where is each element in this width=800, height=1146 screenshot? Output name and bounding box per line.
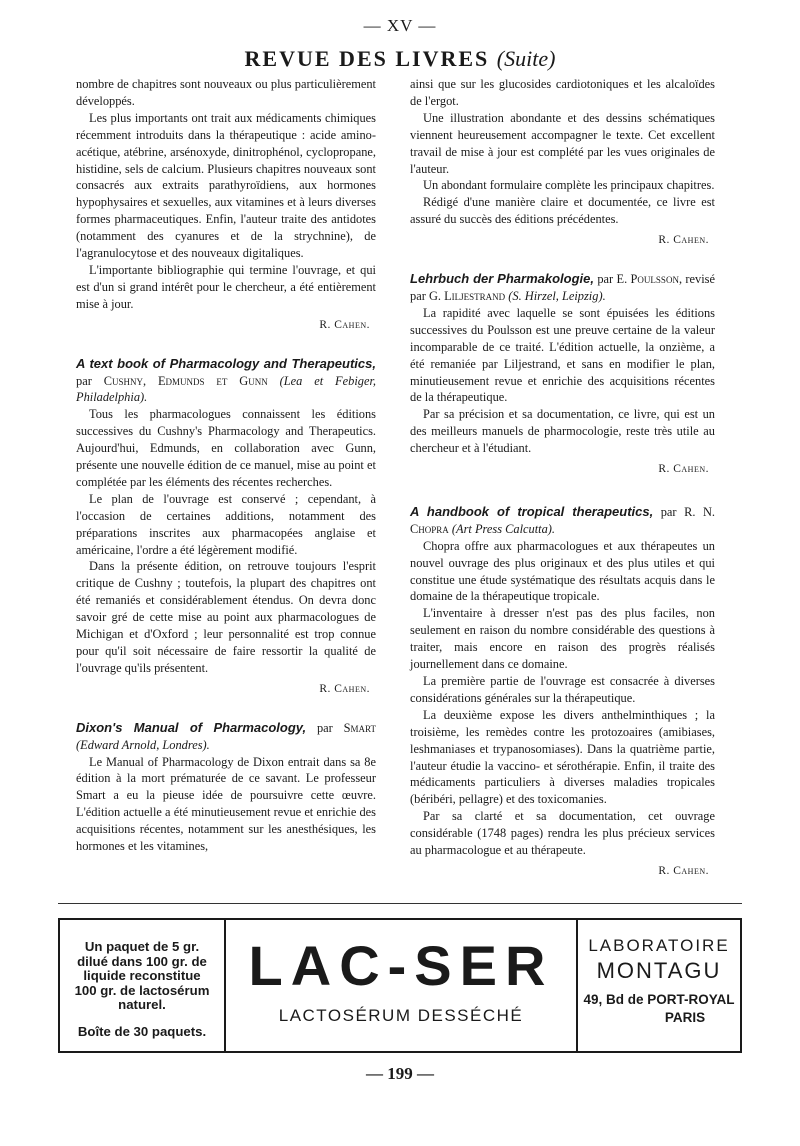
book-publisher: (Art Press Calcutta). (451, 521, 556, 536)
paragraph: Par sa clarté et sa documentation, cet ouvrage considérable (1748 pages) rendra les plus précieux services au pharmacologue et au thérapeute. (410, 809, 715, 858)
book-publisher: (Edward Arnold, Londres). (76, 737, 210, 752)
paragraph: Un abondant formulaire complète les principaux chapitres. (423, 178, 715, 193)
ad-lab-label: LABORATOIRE (588, 936, 730, 955)
ad-line: liquide reconstitue (83, 968, 201, 983)
by-word: par (660, 504, 677, 519)
paragraph: Chopra offre aux pharmacologues et aux thérapeutes un nouvel ouvrage des plus originaux et des plus utiles et qui constitue une étude systématique des résultats acquis dans le domaine de la thérapeutique tropicale. (410, 538, 715, 604)
book-title: Dixon's Manual of Pharmacology, (76, 719, 307, 735)
ad-line: dilué dans 100 gr. de (77, 953, 207, 969)
book-publisher: (S. Hirzel, Leipzig). (508, 288, 606, 303)
page-number: — 199 — (366, 1064, 434, 1083)
reviewer-signature: R. Cahen. (658, 463, 709, 476)
ad-line: Un paquet de 5 gr. (84, 939, 200, 954)
by-word: par (76, 373, 92, 388)
ad-line: 100 gr. de lactosérum (74, 982, 210, 998)
left-column (76, 76, 376, 855)
right-column (410, 76, 715, 880)
ad-address: 49, Bd de PORT-ROYAL (583, 992, 735, 1007)
reviewer-signature: R. Cahen. (319, 682, 370, 695)
running-head (0, 46, 800, 72)
paragraph: Une illustration abondante et des dessins schématiques viennent heureusement accompagner le texte. Cet excellent travail de mise à jour est complété par les vues originales de l'auteur. (410, 110, 715, 176)
paragraph: Dans la présente édition, on retrouve toujours l'esprit critique de Cushny ; toutefois, la plupart des chapitres ont été remaniés et considérablement étendus. On devra donc savoir gré de cette mise au point aux pharmacologues de Michigan et d'Oxford ; leur personnalité est trop connue pour qu'il soit nécessaire de faire ressortir la qualité de l'ouvrage qu'ils présentent. (76, 559, 376, 675)
book-authors: Cushny, Edmunds et Gunn (103, 373, 268, 388)
paragraph: nombre de chapitres sont nouveaux ou plus particulièrement développés. (76, 77, 376, 108)
paragraph: La rapidité avec laquelle se sont épuisées les éditions successives du Poulsson est une preuve certaine de la valeur incomparable de ce traité. L'édition actuelle, la onzième, a été remaniée par Liljestrand, et sans en modifier le plan, minutieusement revue et enrichie des acquisitions récentes de la thérapeutique. (410, 305, 715, 405)
ad-line: naturel. (118, 997, 166, 1012)
paragraph: Le plan de l'ouvrage est conservé ; cependant, à l'occasion de certaines additions, notamment des préparations inscrites aux pharmacopées anglaise et américaine, l'ordre a été légèrement modifié. (76, 491, 376, 557)
paragraph: L'inventaire à dresser n'est pas des plus faciles, non seulement en raison du nombre considérable des questions à traiter, mais encore en raison des progrès réalisés journellement dans ce domaine. (410, 606, 715, 672)
paragraph: Par sa précision et sa documentation, ce livre, qui est un des meilleurs manuels de pharmocologie, reste très utile au chercheur et à l'étudiant. (410, 407, 715, 456)
advertisement (58, 918, 742, 1053)
paragraph: Le Manual of Pharmacology de Dixon entrait dans sa 8e édition à la mort prématurée de ce savant. Le professeur Smart a eu la pieuse idée de poursuivre cette œuvre. L'édition actuelle a été minutieusement revue et enrichie des acquisitions récentes, notamment sur les anesthésiques, les hormones et les vitamines, (76, 754, 376, 854)
by-word: par (597, 272, 614, 287)
ad-brand-block (226, 920, 576, 1051)
book-title: A handbook of tropical therapeutics, (410, 503, 654, 519)
ad-brand-name: LAC-SER (248, 934, 554, 997)
paragraph: Tous les pharmacologues connaissent les éditions successives du Cushny's Pharmacology and Therapeutics. Aujourd'hui, Edmunds, en collaboration avec Gunn, présente une nouvelle édition de ce manuel, mise au point et complétée par les éléments des récentes recherches. (76, 407, 376, 489)
ad-pack: Boîte de 30 paquets. (77, 1023, 207, 1039)
paragraph: La première partie de l'ouvrage est consacrée à diverses considérations générales sur la thérapeutique. (410, 674, 715, 705)
review-heading (410, 504, 715, 538)
paragraph: L'importante bibliographie qui termine l'ouvrage, et qui est d'un si grand intérêt pour le chercheur, a été entièrement mise à jour. (76, 262, 376, 311)
reviewer-signature: R. Cahen. (319, 318, 370, 331)
book-authors: R. N. Chopra (410, 504, 715, 536)
page-roman-numeral: — XV — (363, 16, 437, 35)
by-word: par (316, 720, 333, 735)
book-authors: E. Poulsson, (616, 272, 683, 287)
ad-lab-name: MONTAGU (596, 958, 722, 983)
ad-description (60, 920, 226, 1051)
book-publisher: (Lea et Febiger, Philadelphia). (76, 373, 376, 405)
review-heading (76, 720, 376, 754)
divider-rule (58, 903, 742, 904)
reviewer-signature: R. Cahen. (658, 864, 709, 877)
ad-laboratory (576, 920, 740, 1051)
running-head-suite: (Suite) (496, 46, 556, 71)
paragraph: ainsi que sur les glucosides cardiotoniques et les alcaloïdes de l'ergot. (410, 77, 715, 108)
review-heading (410, 271, 715, 305)
paragraph: La deuxième expose les divers anthelminthiques ; la troisième, les remèdes contre les protozoaires (amibiases, leshmaniases et trypanosomiases). Dans la quatrième partie, l'auteur étudie la vaccino- et sérothérapie. Enfin, il traite des médicaments particuliers à diverses maladies tropicales (béribéri, pellagre) et des toxicomanies. (410, 707, 715, 807)
paragraph: Les plus importants ont trait aux médicaments chimiques récemment introduits dans la thérapeutique : acide amino-acétique, atébrine, arsénoxyde, dinitrophénol, cyclopropane, histidine, sels de calcium. Plusieurs chapitres nouveaux sont consacrés aux extraits parathyroïdiens, aux hormones hypophysaires et sexuelles, aux vitamines et à leurs diverses formes pharmaceutiques. Enfin, l'auteur traite des antidotes (notamment des cyanures et de la strychnine), de l'agranulocytose et des nouveaux digitaliques. (76, 110, 376, 261)
book-authors: Smart (343, 720, 376, 735)
book-reviser: G. Liljestrand (428, 288, 506, 303)
reviewer-signature: R. Cahen. (658, 234, 709, 247)
book-title: Lehrbuch der Pharmakologie, (410, 271, 594, 287)
paragraph: Rédigé d'une manière claire et documentée, ce livre est assuré du succès des éditions précédentes. (410, 195, 715, 227)
book-title: A text book of Pharmacology and Therapeutics, (76, 355, 376, 371)
review-heading (76, 356, 376, 407)
running-head-title: REVUE DES LIVRES (244, 46, 490, 71)
revised-by: revisé par (410, 272, 715, 303)
ad-brand-subtitle: LACTOSÉRUM DESSÉCHÉ (278, 1006, 524, 1025)
ad-city: PARIS (664, 1010, 706, 1025)
